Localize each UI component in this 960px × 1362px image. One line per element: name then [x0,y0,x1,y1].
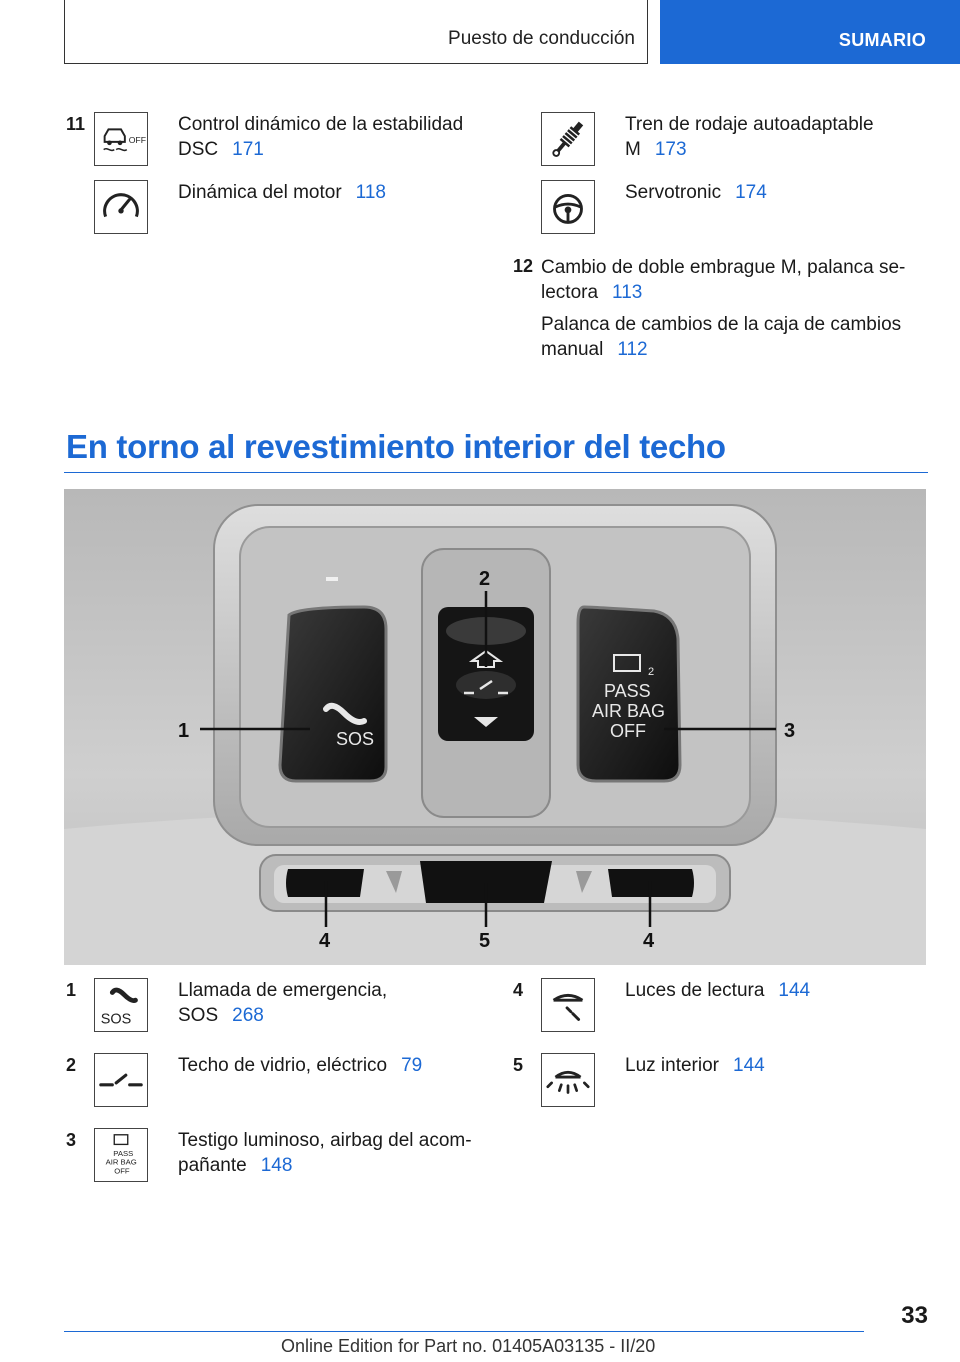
page-ref-link[interactable]: 79 [401,1055,423,1076]
page-ref-link[interactable]: 268 [232,1005,264,1026]
page-ref-link[interactable]: 118 [355,182,386,203]
page-header [0,0,960,66]
airbag-superscript: 2 [648,666,655,678]
reading-light-icon [541,978,595,1032]
item-description: Llamada de emergencia, SOS 268 [178,980,388,1026]
item-description: Dinámica del motor 118 [178,182,386,203]
interior-light-icon [541,1053,595,1107]
toc-label: SUMARIO [838,30,926,50]
passenger-airbag-off-icon [94,1128,148,1182]
dsc-off-icon [94,112,148,166]
item-description: Control dinámico de la estabilidad DSC 171 [178,114,464,160]
item-description: Luces de lectura 144 [625,980,811,1001]
sos-call-icon [94,978,148,1032]
page-ref-link[interactable]: 148 [260,1155,293,1176]
heading-divider [64,472,928,473]
callout-4: 4 [319,930,331,952]
svg-text:OFF: OFF [114,1166,130,1176]
toc-button[interactable] [660,0,960,64]
item-number: 11 [66,114,86,134]
glass-roof-icon [94,1053,148,1107]
overhead-console-photo [64,489,926,965]
footer-divider [64,1331,864,1332]
svg-text:AIR BAG: AIR BAG [105,1157,137,1167]
airbag-button-label: AIR BAG [592,701,666,721]
item-number: 12 [513,256,534,276]
section-tab[interactable] [64,0,648,64]
item-number: 3 [66,1130,77,1150]
section-title: Puesto de conducción [448,28,635,49]
edition-footer: Online Edition for Part no. 01405A03135 - II/20 [281,1336,656,1356]
item-number: 5 [513,1055,524,1075]
callout-4: 4 [643,930,655,952]
sos-button-label: SOS [336,729,375,749]
page-ref-link[interactable]: 113 [612,282,643,303]
callout-2: 2 [479,568,491,590]
off-button-label: OFF [610,721,646,741]
item-description: Tren de rodaje autoadaptable M 173 [625,114,874,160]
item-number: 4 [513,980,524,1000]
steering-wheel-icon [541,180,595,234]
page-ref-link[interactable]: 144 [778,980,811,1001]
item-description: Cambio de doble embrague M, palanca se- lectora 113 [541,257,906,303]
item-description: Palanca de cambios de la caja de cambios manual 112 [541,314,902,360]
item-description: Techo de vidrio, eléctrico 79 [178,1055,423,1076]
page-ref-link[interactable]: 112 [617,339,648,360]
page-ref-link[interactable]: 144 [733,1055,765,1076]
item-number: 2 [66,1055,77,1075]
callout-3: 3 [784,720,796,742]
svg-text:SOS: SOS [100,1011,132,1028]
callout-5: 5 [479,930,491,952]
page-ref-link[interactable]: 173 [654,139,687,160]
pass-button-label: PASS [604,681,651,701]
item-description: Servotronic 174 [625,182,767,203]
item-number: 1 [66,980,77,1000]
item-description: Testigo luminoso, airbag del acom- pañante 148 [178,1130,472,1176]
page-ref-link[interactable]: 171 [232,139,264,160]
item-description: Luz interior 144 [625,1055,765,1076]
engine-dynamics-icon [94,180,148,234]
callout-1: 1 [178,720,190,742]
page-number: 33 [901,1302,928,1329]
svg-text:PASS: PASS [113,1148,134,1158]
svg-text:OFF: OFF [128,134,147,145]
section-heading: En torno al revestimiento interior del techo [66,428,726,465]
page-ref-link[interactable]: 174 [735,182,767,203]
adaptive-suspension-icon [541,112,595,166]
